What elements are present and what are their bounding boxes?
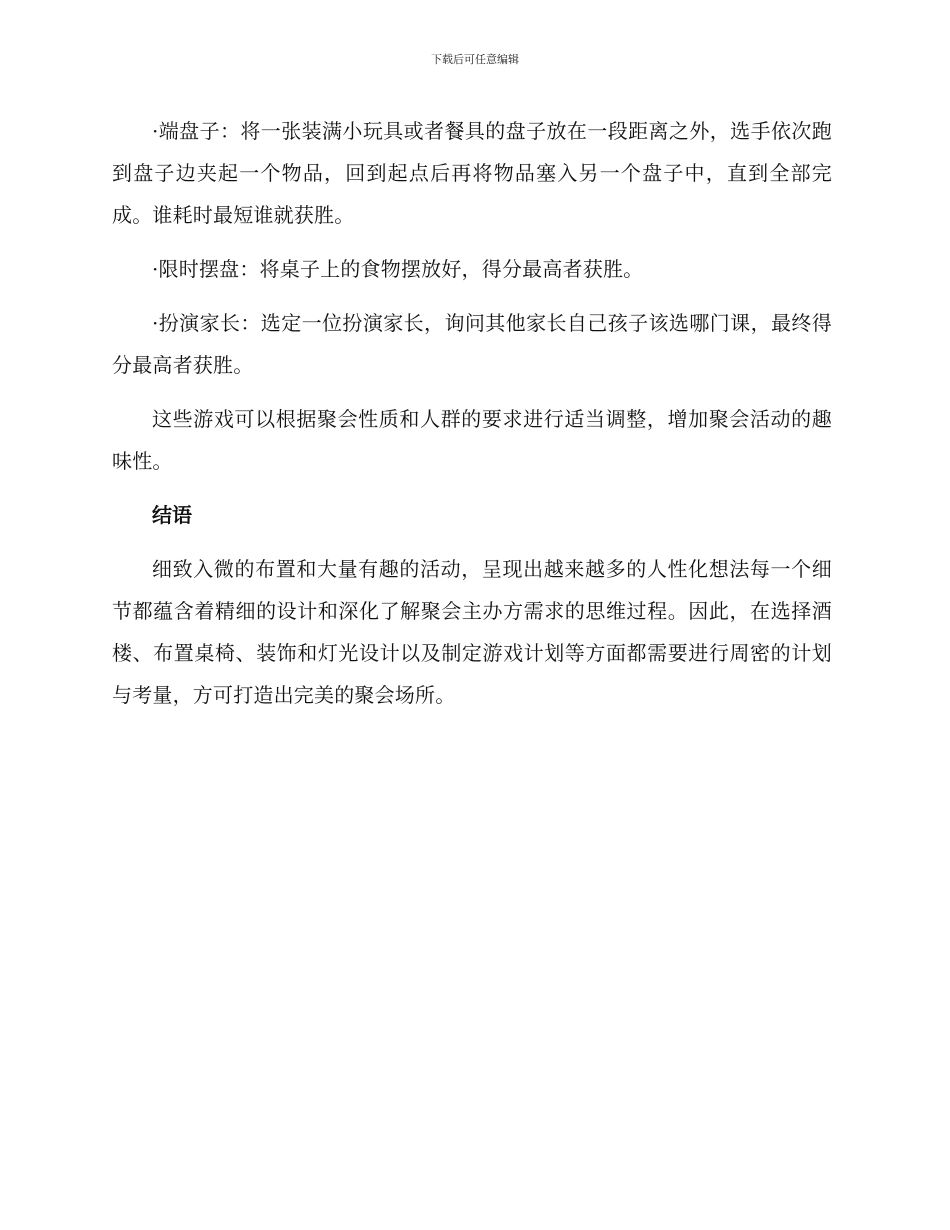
page-header: 下载后可任意编辑 [431, 53, 519, 66]
game-item-role-play-parent: ·扮演家长：选定一位扮演家长，询问其他家长自己孩子该选哪门课，最终得分最高者获胜。 [112, 311, 832, 377]
conclusion-heading: 结语 [152, 503, 192, 527]
game-item-plate-carry: ·端盘子：将一张装满小玩具或者餐具的盘子放在一段距离之外，选手依次跑到盘子边夹起一个物品，回到起点后再将物品塞入另一个盘子中，直到全部完成。谁耗时最短谁就获胜。 [112, 119, 832, 227]
games-summary-paragraph: 这些游戏可以根据聚会性质和人群的要求进行适当调整，增加聚会活动的趣味性。 [112, 407, 832, 473]
document-body [112, 110, 832, 716]
conclusion-paragraph: 细致入微的布置和大量有趣的活动，呈现出越来越多的人性化想法每一个细节都蕴含着精细的设计和深化了解聚会主办方需求的思维过程。因此，在选择酒楼、布置桌椅、装饰和灯光设计以及制定游戏计划等方面都需要进行周密的计划与考量，方可打造出完美的聚会场所。 [112, 557, 832, 707]
game-item-timed-plating: ·限时摆盘：将桌子上的食物摆放好，得分最高者获胜。 [152, 257, 644, 281]
